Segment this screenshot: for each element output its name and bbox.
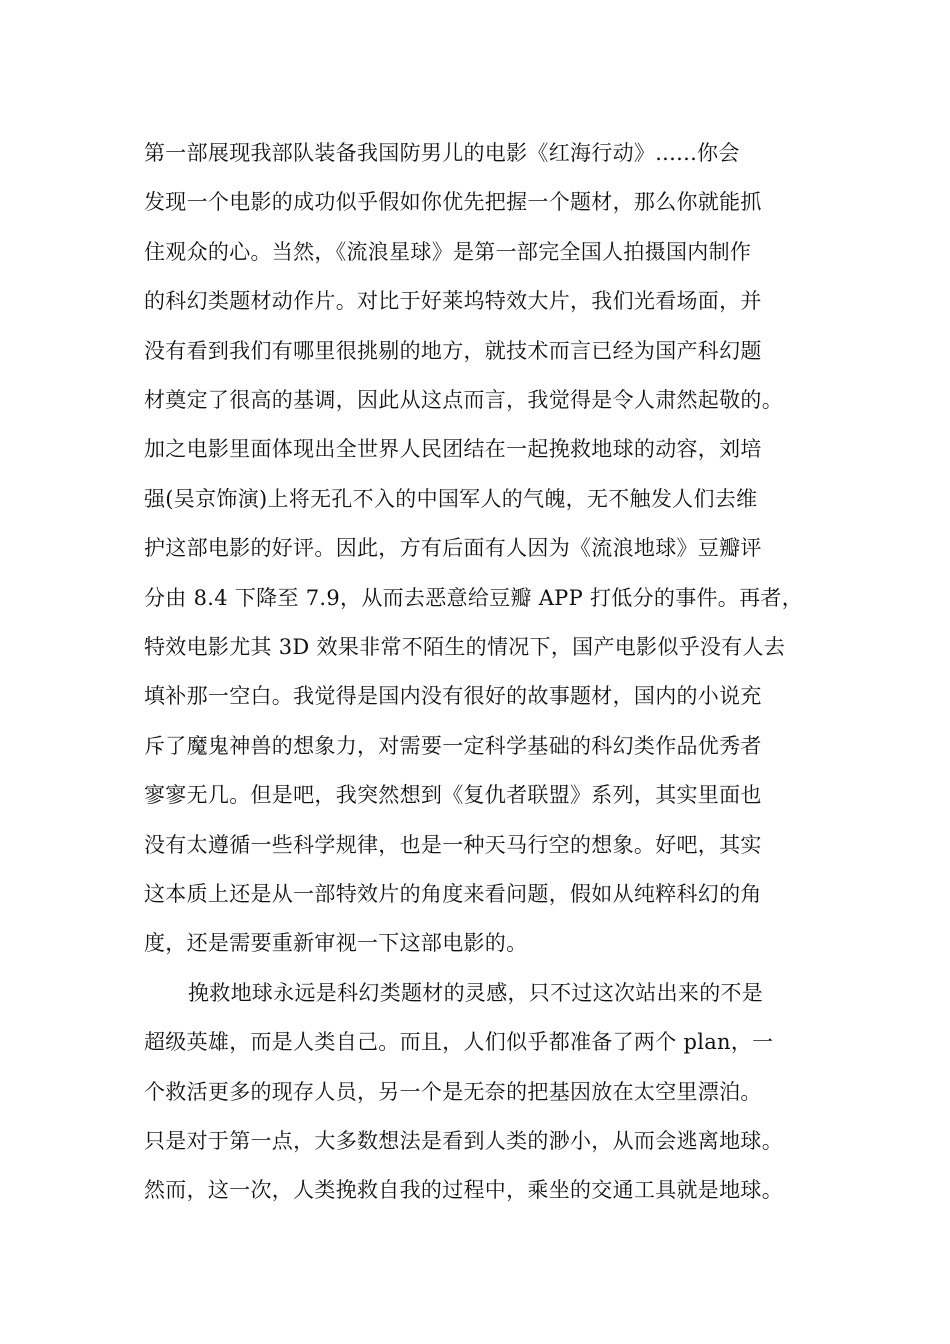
paragraph-1-line: 护这部电影的好评。因此，方有后面有人因为《流浪地球》豆瓣评 <box>144 536 762 561</box>
paragraph-2-line: 只是对于第一点，大多数想法是看到人类的渺小，从而会逃离地球。 <box>144 1129 783 1153</box>
paragraph-1-line: 填补那一空白。我觉得是国内没有很好的故事题材，国内的小说充 <box>144 684 762 709</box>
paragraph-1-line: 发现一个电影的成功似乎假如你优先把握一个题材，那么你就能抓 <box>144 190 762 215</box>
paragraph-1-line: 住观众的心。当然，《流浪星球》是第一部完全国人拍摄国内制作 <box>144 239 752 264</box>
paragraph-1-line: 没有太遵循一些科学规律，也是一种天马行空的想象。好吧，其实 <box>144 832 762 857</box>
paragraph-1-line: 没有看到我们有哪里很挑剔的地方，就技术而言已经为国产科幻题 <box>144 338 762 363</box>
paragraph-2-line: 个救活更多的现存人员，另一个是无奈的把基因放在太空里漂泊。 <box>144 1079 762 1104</box>
paragraph-2-line: 然而，这一次，人类挽救自我的过程中，乘坐的交通工具就是地球。 <box>144 1178 783 1203</box>
paragraph-1-line: 第一部展现我部队装备我国防男儿的电影《红海行动》......你会 <box>144 141 740 165</box>
paragraph-2-line: 挽救地球永远是科幻类题材的灵感，只不过这次站出来的不是 <box>188 980 764 1005</box>
paragraph-1-line: 度，还是需要重新审视一下这部电影的。 <box>144 931 528 956</box>
paragraph-1-line: 的科幻类题材动作片。对比于好莱坞特效大片，我们光看场面，并 <box>144 289 762 314</box>
paragraph-1-line: 寥寥无几。但是吧，我突然想到《复仇者联盟》系列，其实里面也 <box>144 783 762 808</box>
paragraph-1-line: 加之电影里面体现出全世界人民团结在一起挽救地球的动容，刘培 <box>144 437 762 462</box>
paragraph-1-line: 这本质上还是从一部特效片的角度来看问题，假如从纯粹科幻的角 <box>144 882 762 906</box>
paragraph-1-line: 强(吴京饰演)上将无孔不入的中国军人的气魄，无不触发人们去维 <box>144 486 758 511</box>
paragraph-2-line: 超级英雄，而是人类自己。而且，人们似乎都准备了两个 plan，一 <box>144 1030 774 1055</box>
paragraph-1-line: 特效电影尤其 3D 效果非常不陌生的情况下，国产电影似乎没有人去 <box>144 635 786 659</box>
paragraph-1-line: 斥了魔鬼神兽的想象力，对需要一定科学基础的科幻类作品优秀者 <box>144 733 762 758</box>
paragraph-1-line: 分由 8.4 下降至 7.9，从而去恶意给豆瓣 APP 打低分的事件。再者， <box>144 585 803 610</box>
paragraph-1-line: 材奠定了很高的基调，因此从这点而言，我觉得是令人肃然起敬的。 <box>144 388 783 412</box>
